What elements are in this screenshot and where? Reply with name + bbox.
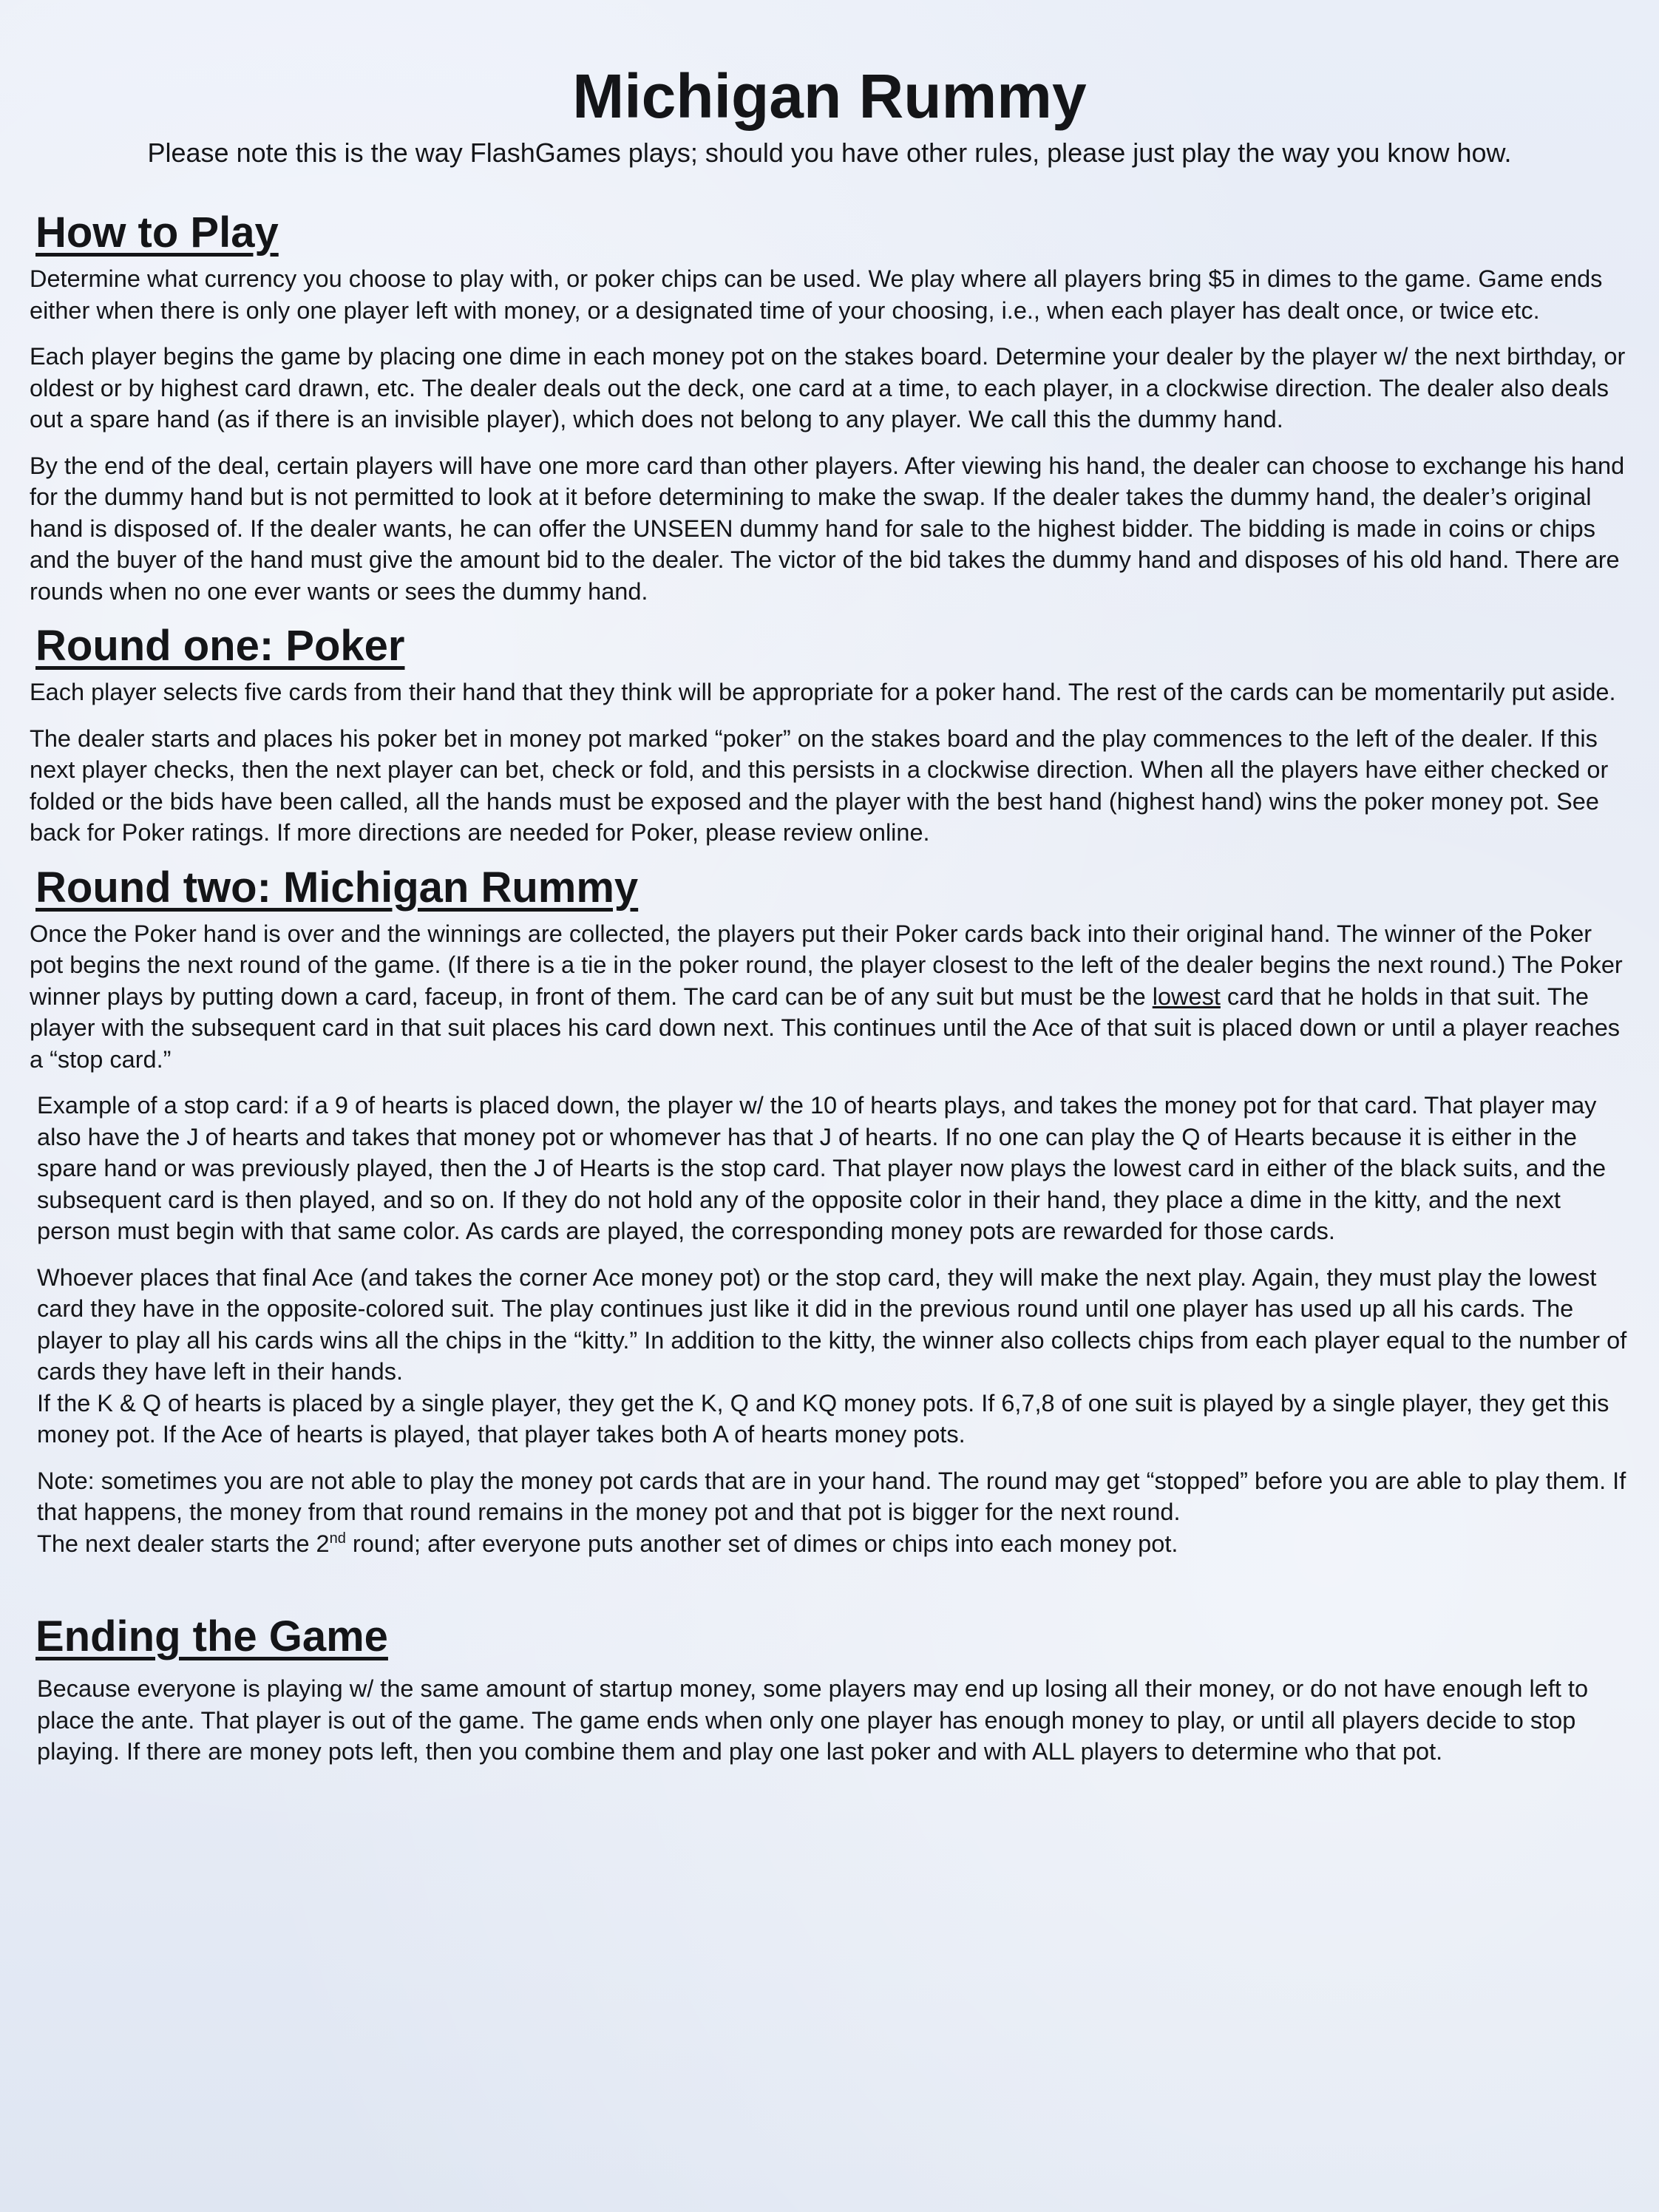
superscript-nd: nd	[329, 1530, 346, 1547]
how-to-play-paragraph-2: Each player begins the game by placing one dime in each money pot on the stakes board. Determine your dealer by the player w/ the next birthday, or oldest or by highest card drawn, etc. The dealer deals out the deck, one card at a time, to each player, in a clockwise direction. The dealer also deals out a spare hand (as if there is an invisible player), which does not belong to any player. We call this the dummy hand.	[30, 343, 1626, 432]
section-spacer	[30, 1574, 1629, 1612]
round-two-paragraph-6	[37, 1528, 1629, 1560]
round-two-paragraph-2: Example of a stop card: if a 9 of hearts is placed down, the player w/ the 10 of hearts plays, and takes the money pot for that card. That player may also have the J of hearts and takes that money pot or whomever has that J of hearts. If no one can play the Q of Hearts because it is either in the spare hand or was previously played, then the J of Hearts is the stop card. That player now plays the lowest card in either of the black suits, and the subsequent card is then played, and so on. If they do not hold any of the opposite color in their hand, they place a dime in the kitty, and the next person must begin with that same color. As cards are played, the corresponding money pots are rewarded for those cards.	[37, 1092, 1607, 1244]
round-one-paragraph-1: Each player selects five cards from their hand that they think will be appropriate for a poker hand. The rest of the cards can be momentarily put aside.	[30, 679, 1616, 705]
document-title: Michigan Rummy	[572, 61, 1087, 131]
round-two-paragraph-5: Note: sometimes you are not able to play the money pot cards that are in your hand. The round may get “stopped” before you are able to play them. If that happens, the money from that round remains in the money pot and that pot is bigger for the next round.	[37, 1467, 1626, 1525]
heading-round-two: Round two: Michigan Rummy	[35, 863, 639, 912]
heading-how-to-play: How to Play	[35, 208, 279, 257]
round-two-paragraph-1	[30, 918, 1629, 1076]
round-two-p1-text-a: Once the Poker hand is over and the winnings are collected, the players put their Poker cards back into their original hand. The winner of the Poker pot begins the next round of the game. (If there is a tie in the poker round, the player closest to the left of the dealer begins the next round.) The Poker winner plays by putting down a card, faceup, in front of them. The card can be of any suit but must be the	[30, 920, 1623, 1010]
how-to-play-paragraph-1: Determine what currency you choose to play with, or poker chips can be used. We play where all players bring $5 in dimes to the game. Game ends either when there is only one player left with money, or a designated time of your choosing, i.e., when each player has dealt once, or twice etc.	[30, 265, 1603, 324]
round-two-paragraph-3: Whoever places that final Ace (and takes the corner Ace money pot) or the stop card, they will make the next play. Again, they must play the lowest card they have in the opposite-colored suit. The play continues just like it did in the previous round until one player has used up all his cards. The player to play all his cards wins all the chips in the “kitty.” In addition to the kitty, the winner also collects chips from each player equal to the number of cards they have left in their hands.	[37, 1263, 1627, 1385]
underlined-word-lowest: lowest	[1152, 983, 1221, 1010]
round-two-p6-text-a: The next dealer starts the 2	[37, 1530, 330, 1557]
round-two-p1-text-b: card that he holds in that suit. The player with the subsequent card in that suit places his card down next. This continues until the Ace of that suit is placed down or until a player reaches a “stop card.”	[30, 983, 1621, 1073]
ending-paragraph-1: Because everyone is playing w/ the same amount of startup money, some players may end up losing all their money, or do not have enough left to place the ante. That player is out of the game. The game ends when only one player has enough money to play, or until all players decide to stop playing. If there are money pots left, then you combine them and play one last poker and with ALL players to determine who that pot.	[37, 1675, 1589, 1765]
heading-ending-the-game: Ending the Game	[35, 1612, 388, 1660]
heading-spacer	[30, 1667, 1629, 1673]
how-to-play-paragraph-3: By the end of the deal, certain players will have one more card than other players. After viewing his hand, the dealer can choose to exchange his hand for the dummy hand but is not permitted to look at it before determining to make the swap. If the dealer takes the dummy hand, the dealer’s original hand is disposed of. If the dealer wants, he can offer the UNSEEN dummy hand for sale to the highest bidder. The bidding is made in coins or chips and the buyer of the hand must give the amount bid to the dealer. The victor of the bid takes the dummy hand and disposes of his old hand. There are rounds when no one ever wants or sees the dummy hand.	[30, 452, 1625, 605]
heading-round-one: Round one: Poker	[35, 622, 405, 670]
round-one-paragraph-2: The dealer starts and places his poker bet in money pot marked “poker” on the stakes board and the play commences to the left of the dealer. If this next player checks, then the next player can bet, check or fold, and this persists in a clockwise direction. When all the players have either checked or folded or the bids have been called, all the hands must be exposed and the player with the best hand (highest hand) wins the poker money pot. See back for Poker ratings. If more directions are needed for Poker, please review online.	[30, 725, 1609, 846]
round-two-p6-text-b: round; after everyone puts another set of dimes or chips into each money pot.	[345, 1530, 1178, 1557]
document-subtitle: Please note this is the way FlashGames plays; should you have other rules, please just play the way you know how.	[147, 138, 1512, 168]
round-two-paragraph-4: If the K & Q of hearts is placed by a single player, they get the K, Q and KQ money pots. If 6,7,8 of one suit is played by a single player, they get this money pot. If the Ace of hearts is played, that player takes both A of hearts money pots.	[37, 1389, 1609, 1448]
